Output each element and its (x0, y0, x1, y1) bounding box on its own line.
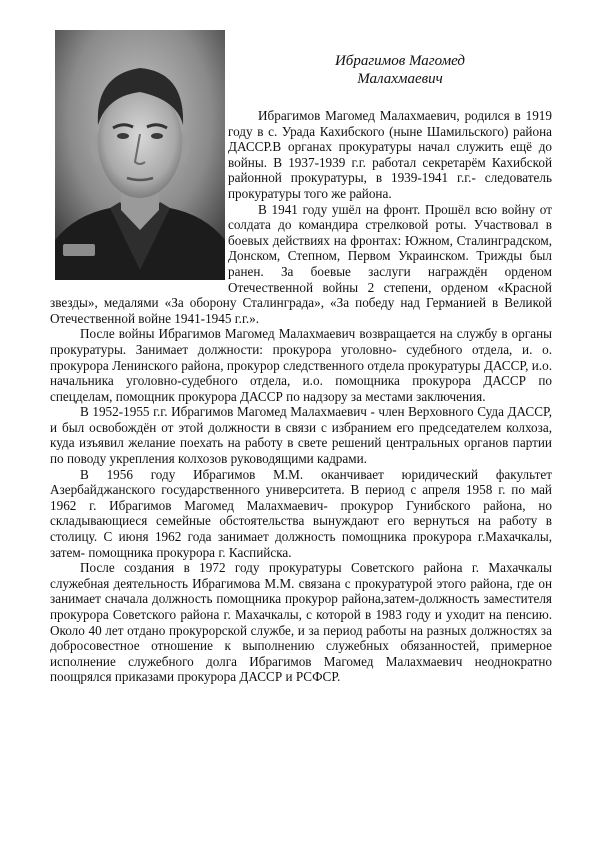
paragraph-2: В 1941 году ушёл на фронт. Прошёл всю войну от солдата до командира стрелковой роты. Участвовал в боевых действиях на фронтах: Южном, Сталинградском, Донском, Степном, Первом Украинском. Трижды был ранен. За боевые заслуги награждён орденом Отечественной войны 2 степени, орденом «Красной звезды», медалями «За оборону Сталинграда», «За победу над Германией в Великой Отечественной войне 1941-1945 г.г.». (50, 201, 552, 326)
title-line-1: Ибрагимов Магомед (334, 53, 466, 69)
paragraph-6: После создания в 1972 году прокуратуры Советского района г. Махачкалы служебная деятельность Ибрагимова М.М. связана с прокуратурой этого района, где он занимает сначала должность помощника прокурор района,затем-должность заместителя прокурора Советского района г. Махачкалы, с которой в 1983 году и уходит на пенсию. Около 40 лет отдано прокурорской службе, и за период работы на разных должностях за добросовестное отношение к выполнению служебных обязанностей, примерное исполнение служебного долга Ибрагимов Магомед Малахмаевич неоднократно поощрялся приказами прокурора ДАССР и РСФСР. (50, 560, 552, 685)
photo-wrap-spacer (50, 108, 228, 294)
title-line-2: Малахмаевич (357, 71, 443, 87)
person-name-title (250, 52, 550, 88)
paragraph-5: В 1956 году Ибрагимов М.М. оканчивает юридический факультет Азербайджанского государственного университета. В период с апреля 1958 г. по май 1962 г. Ибрагимов Магомед Малахмаевич- прокурор Гунибского района, но складывающиеся семейные обстоятельства вынуждают его вернуться на работу в столицу. С июня 1962 года занимает должность помощника прокурора г.Махачкалы, затем- помощника прокурора г. Каспийска. (50, 466, 552, 560)
paragraph-3: После войны Ибрагимов Магомед Малахмаевич возвращается на службу в органы прокуратуры. Занимает должности: прокурора уголовно- судебного отдела, и. о. прокурора Ленинского района, прокурор следственного отдела прокуратуры ДАССР, и.о. начальника уголовно-судебного отдела, и.о. помощника прокурора ДАССР по спецделам, помощник прокурора ДАССР по надзору за местами заключения. (50, 326, 552, 404)
paragraph-1: Ибрагимов Магомед Малахмаевич, родился в 1919 году в с. Урада Кахибского (ныне Шамильского) района ДАССР.В органах прокуратуры начал служить ещё до войны. В 1937-1939 г.г. работал секретарём Кахибской районной прокуратуры, в 1939-1941 г.г.- следователь прокуратуры того же района. (228, 108, 552, 201)
biography-text (50, 108, 552, 685)
paragraph-4: В 1952-1955 г.г. Ибрагимов Магомед Малахмаевич - член Верховного Суда ДАССР, и был освобождён от этой должности в связи с избранием его председателем колхоза, куда изъявил желание поехать на работу в свете решений центральных органов партии по поводу укрепления колхозов руководящими кадрами. (50, 404, 552, 467)
